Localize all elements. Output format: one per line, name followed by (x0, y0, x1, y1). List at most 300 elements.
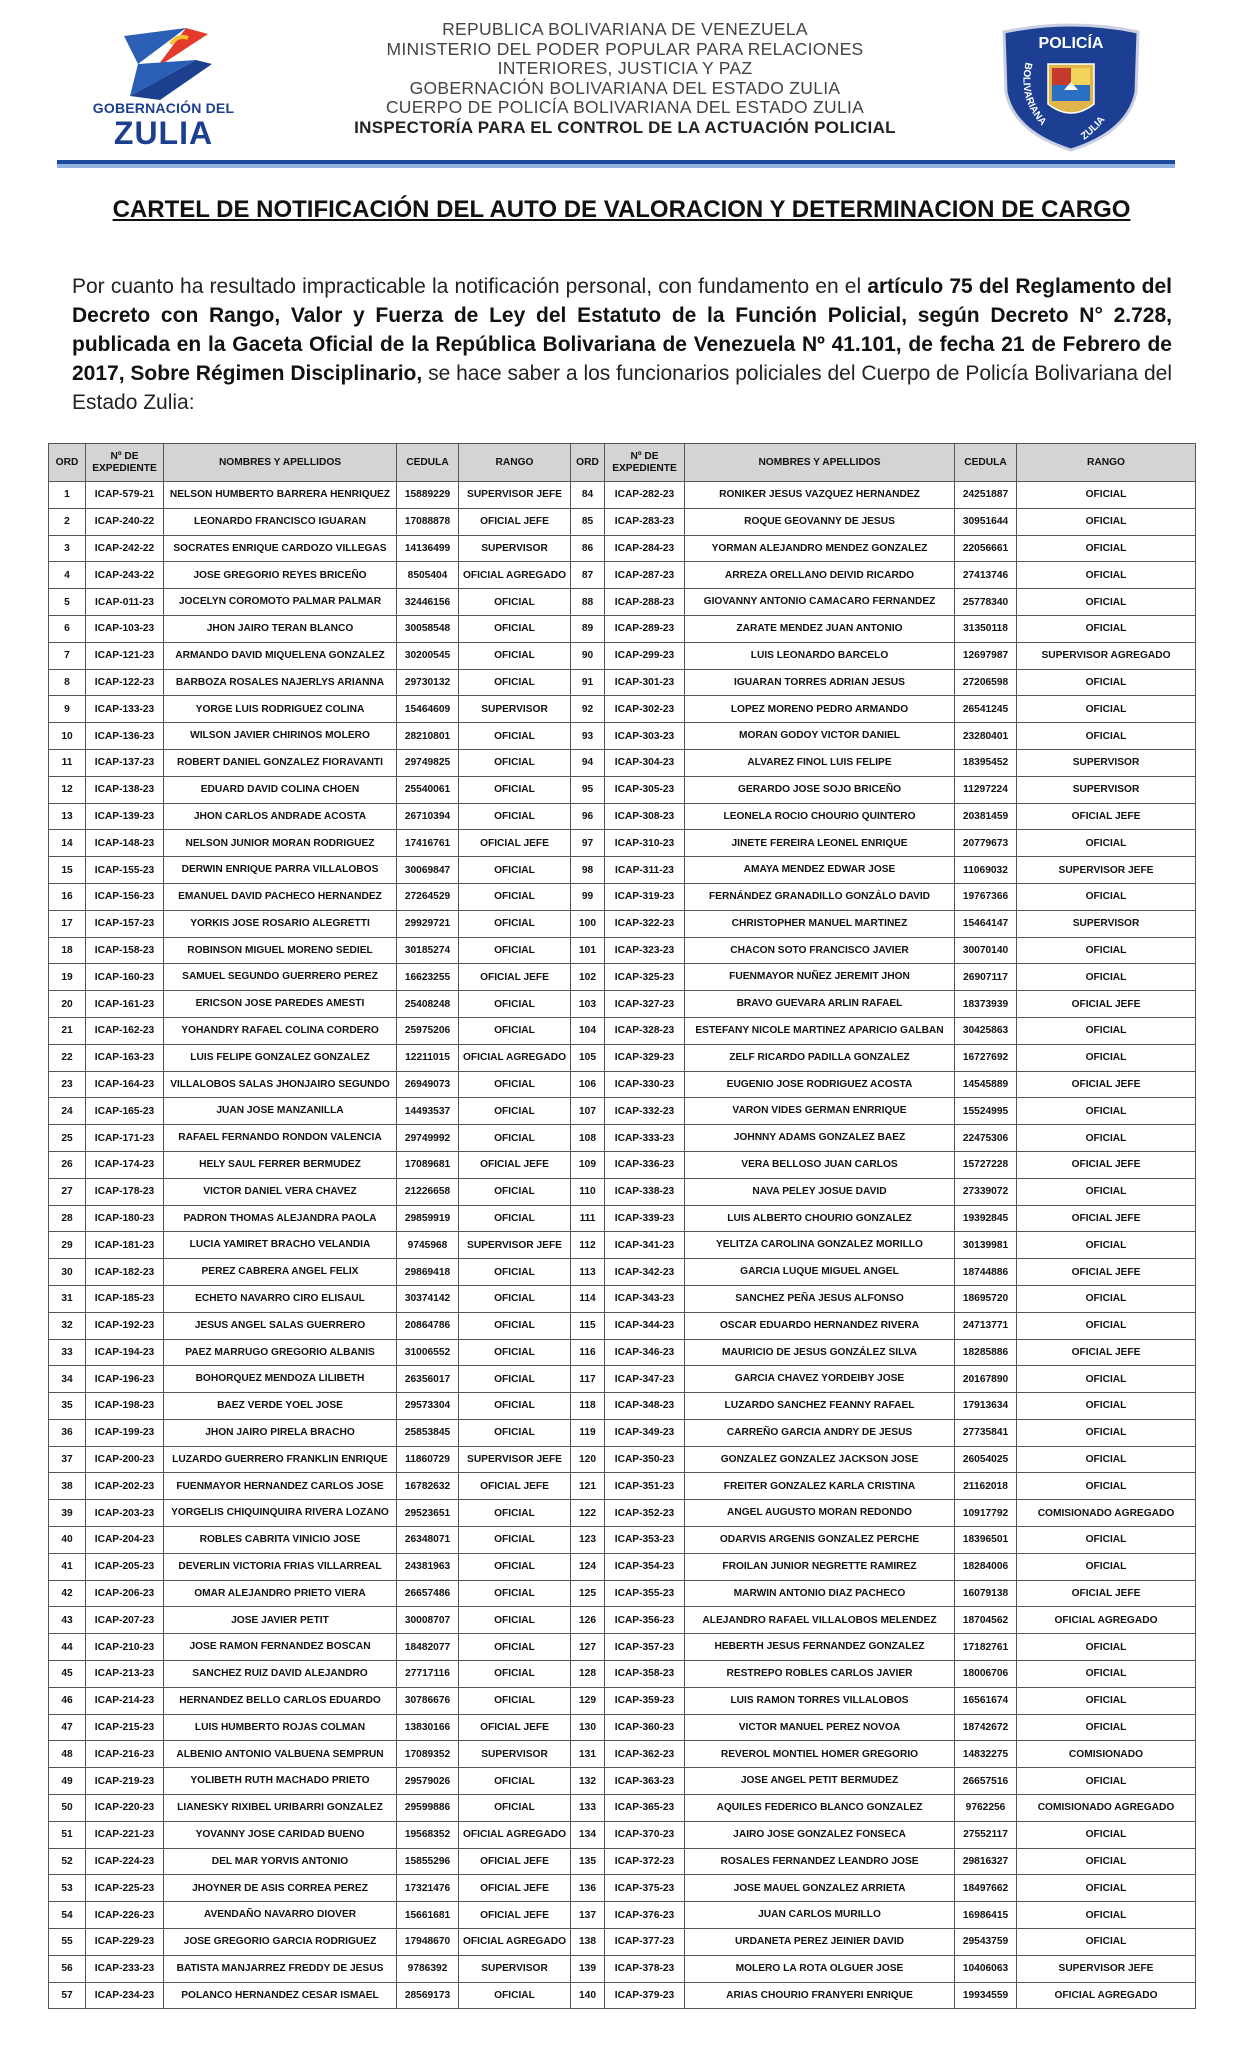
table-row (49, 1366, 1196, 1393)
cell-nombre: LUIS ALBERTO CHOURIO GONZALEZ (685, 1205, 955, 1232)
cell-cedula: 29929721 (397, 910, 459, 937)
cell-cedula: 12211015 (397, 1044, 459, 1071)
cell-cedula: 15889229 (397, 482, 459, 509)
cell-ord: 108 (571, 1125, 605, 1152)
table-row (49, 615, 1196, 642)
cell-ord: 95 (571, 776, 605, 803)
cell-nombre: NELSON HUMBERTO BARRERA HENRIQUEZ (164, 482, 397, 509)
cell-cedula: 29579026 (397, 1768, 459, 1795)
cell-rango: OFICIAL (459, 1553, 571, 1580)
cell-expediente: ICAP-162-23 (86, 1017, 164, 1044)
cell-nombre: FUENMAYOR HERNANDEZ CARLOS JOSE (164, 1473, 397, 1500)
cell-rango: OFICIAL (1017, 535, 1196, 562)
cell-rango: OFICIAL (459, 1634, 571, 1661)
cell-nombre: RONIKER JESUS VAZQUEZ HERNANDEZ (685, 482, 955, 509)
cell-expediente: ICAP-011-23 (86, 589, 164, 616)
letterhead (0, 0, 1243, 175)
cell-cedula: 18284006 (955, 1553, 1017, 1580)
cell-ord: 96 (571, 803, 605, 830)
table-row (49, 535, 1196, 562)
cell-cedula: 22056661 (955, 535, 1017, 562)
cell-cedula: 15727228 (955, 1151, 1017, 1178)
cell-nombre: LUIS FELIPE GONZALEZ GONZALEZ (164, 1044, 397, 1071)
cell-rango: OFICIAL JEFE (1017, 1071, 1196, 1098)
cell-rango: OFICIAL (459, 1661, 571, 1688)
cell-cedula: 22475306 (955, 1125, 1017, 1152)
gobernacion-emblem-icon (116, 24, 216, 102)
cell-ord: 14 (49, 830, 86, 857)
cell-nombre: LUIS HUMBERTO ROJAS COLMAN (164, 1714, 397, 1741)
cell-cedula: 14493537 (397, 1098, 459, 1125)
cell-cedula: 30139981 (955, 1232, 1017, 1259)
cell-ord: 128 (571, 1661, 605, 1688)
cell-nombre: AVENDAÑO NAVARRO DIOVER (164, 1902, 397, 1929)
cell-ord: 121 (571, 1473, 605, 1500)
cell-nombre: POLANCO HERNANDEZ CESAR ISMAEL (164, 1982, 397, 2009)
cell-expediente: ICAP-164-23 (86, 1071, 164, 1098)
cell-cedula: 26907117 (955, 964, 1017, 991)
cell-nombre: ERICSON JOSE PAREDES AMESTI (164, 991, 397, 1018)
cell-expediente: ICAP-203-23 (86, 1500, 164, 1527)
cell-ord: 32 (49, 1312, 86, 1339)
cell-expediente: ICAP-174-23 (86, 1151, 164, 1178)
cell-ord: 7 (49, 642, 86, 669)
cell-nombre: FROILAN JUNIOR NEGRETTE RAMIREZ (685, 1553, 955, 1580)
table-row (49, 723, 1196, 750)
cell-nombre: IGUARAN TORRES ADRIAN JESUS (685, 669, 955, 696)
cell-expediente: ICAP-338-23 (605, 1178, 685, 1205)
cell-ord: 13 (49, 803, 86, 830)
cell-nombre: JOSE RAMON FERNANDEZ BOSCAN (164, 1634, 397, 1661)
cell-rango: OFICIAL (1017, 615, 1196, 642)
cell-rango: OFICIAL AGREGADO (1017, 1607, 1196, 1634)
cell-cedula: 18742672 (955, 1714, 1017, 1741)
cell-rango: OFICIAL (1017, 669, 1196, 696)
table-row (49, 508, 1196, 535)
cell-cedula: 9762256 (955, 1795, 1017, 1822)
cell-rango: OFICIAL JEFE (459, 1848, 571, 1875)
cell-cedula: 25540061 (397, 776, 459, 803)
cell-rango: OFICIAL (1017, 1044, 1196, 1071)
cell-nombre: NAVA PELEY JOSUE DAVID (685, 1178, 955, 1205)
cell-ord: 113 (571, 1259, 605, 1286)
cell-nombre: MORAN GODOY VICTOR DANIEL (685, 723, 955, 750)
table-row (49, 1714, 1196, 1741)
intro-text-3: se hace saber a los funcionarios policiales del Cuerpo de Policía Bolivariana del Estado Zulia: (72, 362, 1172, 414)
cell-ord: 117 (571, 1366, 605, 1393)
cell-expediente: ICAP-343-23 (605, 1285, 685, 1312)
table-row (49, 482, 1196, 509)
cell-expediente: ICAP-216-23 (86, 1741, 164, 1768)
cell-ord: 94 (571, 749, 605, 776)
cell-ord: 132 (571, 1768, 605, 1795)
cell-expediente: ICAP-215-23 (86, 1714, 164, 1741)
cell-expediente: ICAP-375-23 (605, 1875, 685, 1902)
table-row (49, 1821, 1196, 1848)
cell-nombre: LUZARDO GUERRERO FRANKLIN ENRIQUE (164, 1446, 397, 1473)
table-row (49, 1741, 1196, 1768)
cell-nombre: EUGENIO JOSE RODRIGUEZ ACOSTA (685, 1071, 955, 1098)
intro-bold-1: artículo 75 del Reglamento del Decreto con Rango, Valor y Fuerza de Ley del Estatuto de la Función Policial, según Decreto N° 2.728, publicada en la Gaceta Oficial de la República Bolivariana de Venezuela Nº 41.101, (72, 275, 1172, 356)
cell-rango: OFICIAL (1017, 1553, 1196, 1580)
cell-cedula: 19767366 (955, 883, 1017, 910)
cell-ord: 24 (49, 1098, 86, 1125)
cell-nombre: MAURICIO DE JESUS GONZÁLEZ SILVA (685, 1339, 955, 1366)
cell-cedula: 17948670 (397, 1929, 459, 1956)
cell-ord: 31 (49, 1285, 86, 1312)
cell-ord: 57 (49, 1982, 86, 2009)
cell-rango: OFICIAL (1017, 1125, 1196, 1152)
cell-ord: 125 (571, 1580, 605, 1607)
cell-expediente: ICAP-213-23 (86, 1661, 164, 1688)
cell-expediente: ICAP-339-23 (605, 1205, 685, 1232)
cell-nombre: VICTOR MANUEL PEREZ NOVOA (685, 1714, 955, 1741)
cell-expediente: ICAP-185-23 (86, 1285, 164, 1312)
cell-expediente: ICAP-283-23 (605, 508, 685, 535)
cell-expediente: ICAP-225-23 (86, 1875, 164, 1902)
cell-cedula: 30200545 (397, 642, 459, 669)
cell-cedula: 14545889 (955, 1071, 1017, 1098)
cell-cedula: 29573304 (397, 1393, 459, 1420)
cell-rango: SUPERVISOR AGREGADO (1017, 642, 1196, 669)
cell-cedula: 19392845 (955, 1205, 1017, 1232)
cell-rango: OFICIAL JEFE (459, 1473, 571, 1500)
cell-cedula: 11297224 (955, 776, 1017, 803)
cell-expediente: ICAP-234-23 (86, 1982, 164, 2009)
cell-ord: 10 (49, 723, 86, 750)
cell-rango: OFICIAL JEFE (459, 508, 571, 535)
cell-nombre: BRAVO GUEVARA ARLIN RAFAEL (685, 991, 955, 1018)
cell-nombre: MARWIN ANTONIO DIAZ PACHECO (685, 1580, 955, 1607)
table-row (49, 1259, 1196, 1286)
cell-rango: OFICIAL (459, 803, 571, 830)
cell-ord: 86 (571, 535, 605, 562)
cell-ord: 52 (49, 1848, 86, 1875)
cell-nombre: YORMAN ALEJANDRO MENDEZ GONZALEZ (685, 535, 955, 562)
cell-nombre: PAEZ MARRUGO GREGORIO ALBANIS (164, 1339, 397, 1366)
cell-rango: COMISIONADO AGREGADO (1017, 1795, 1196, 1822)
table-row (49, 1661, 1196, 1688)
cell-rango: OFICIAL JEFE (1017, 1205, 1196, 1232)
cell-expediente: ICAP-325-23 (605, 964, 685, 991)
cell-rango: SUPERVISOR JEFE (459, 482, 571, 509)
cell-cedula: 14136499 (397, 535, 459, 562)
cell-cedula: 24381963 (397, 1553, 459, 1580)
table-row (49, 1500, 1196, 1527)
cell-rango: OFICIAL AGREGADO (459, 562, 571, 589)
cell-rango: SUPERVISOR (1017, 910, 1196, 937)
cell-ord: 110 (571, 1178, 605, 1205)
cell-nombre: REVEROL MONTIEL HOMER GREGORIO (685, 1741, 955, 1768)
cell-rango: OFICIAL (1017, 830, 1196, 857)
cell-expediente: ICAP-204-23 (86, 1527, 164, 1554)
cell-expediente: ICAP-206-23 (86, 1580, 164, 1607)
cell-ord: 22 (49, 1044, 86, 1071)
cell-nombre: ROBINSON MIGUEL MORENO SEDIEL (164, 937, 397, 964)
cell-rango: OFICIAL (1017, 1821, 1196, 1848)
cell-ord: 93 (571, 723, 605, 750)
cell-cedula: 30786676 (397, 1687, 459, 1714)
cell-ord: 44 (49, 1634, 86, 1661)
cell-rango: OFICIAL AGREGADO (459, 1929, 571, 1956)
cell-cedula: 11069032 (955, 857, 1017, 884)
cell-nombre: LEONARDO FRANCISCO IGUARAN (164, 508, 397, 535)
cell-nombre: CHACON SOTO FRANCISCO JAVIER (685, 937, 955, 964)
cell-cedula: 27413746 (955, 562, 1017, 589)
cell-nombre: VERA BELLOSO JUAN CARLOS (685, 1151, 955, 1178)
cell-ord: 38 (49, 1473, 86, 1500)
cell-cedula: 25778340 (955, 589, 1017, 616)
table-header-row (49, 444, 1196, 482)
cell-ord: 1 (49, 482, 86, 509)
cell-nombre: LUIS LEONARDO BARCELO (685, 642, 955, 669)
cell-rango: OFICIAL (1017, 723, 1196, 750)
cell-cedula: 27339072 (955, 1178, 1017, 1205)
cell-ord: 91 (571, 669, 605, 696)
table-row (49, 1553, 1196, 1580)
table-row (49, 883, 1196, 910)
cell-ord: 100 (571, 910, 605, 937)
cell-ord: 99 (571, 883, 605, 910)
intro-bold-2: de fecha 21 de Febrero de 2017, Sobre Régimen Disciplinario, (72, 333, 1172, 385)
cell-rango: OFICIAL AGREGADO (459, 1821, 571, 1848)
cell-rango: OFICIAL JEFE (1017, 1580, 1196, 1607)
cell-rango: OFICIAL (1017, 1929, 1196, 1956)
cell-rango: SUPERVISOR (459, 1741, 571, 1768)
cell-ord: 21 (49, 1017, 86, 1044)
cell-expediente: ICAP-322-23 (605, 910, 685, 937)
cell-ord: 27 (49, 1178, 86, 1205)
cell-cedula: 15661681 (397, 1902, 459, 1929)
cell-cedula: 20167890 (955, 1366, 1017, 1393)
cell-nombre: ZELF RICARDO PADILLA GONZALEZ (685, 1044, 955, 1071)
cell-rango: OFICIAL (459, 1419, 571, 1446)
cell-rango: OFICIAL (1017, 589, 1196, 616)
cell-expediente: ICAP-224-23 (86, 1848, 164, 1875)
cell-ord: 8 (49, 669, 86, 696)
cell-rango: SUPERVISOR (459, 1955, 571, 1982)
cell-ord: 46 (49, 1687, 86, 1714)
cell-expediente: ICAP-157-23 (86, 910, 164, 937)
table-row (49, 1044, 1196, 1071)
cell-cedula: 16782632 (397, 1473, 459, 1500)
cell-expediente: ICAP-233-23 (86, 1955, 164, 1982)
cell-nombre: GARCIA CHAVEZ YORDEIBY JOSE (685, 1366, 955, 1393)
cell-ord: 26 (49, 1151, 86, 1178)
header-line-inspectoria: INSPECTORÍA PARA EL CONTROL DE LA ACTUACIÓN POLICIAL (354, 117, 896, 137)
cell-rango: OFICIAL (1017, 1848, 1196, 1875)
cell-cedula: 29730132 (397, 669, 459, 696)
cell-ord: 106 (571, 1071, 605, 1098)
cell-ord: 42 (49, 1580, 86, 1607)
cell-expediente: ICAP-336-23 (605, 1151, 685, 1178)
cell-rango: OFICIAL (1017, 696, 1196, 723)
cell-cedula: 10917792 (955, 1500, 1017, 1527)
cell-expediente: ICAP-243-22 (86, 562, 164, 589)
cell-rango: SUPERVISOR JEFE (459, 1446, 571, 1473)
cell-cedula: 17913634 (955, 1393, 1017, 1420)
cell-nombre: RESTREPO ROBLES CARLOS JAVIER (685, 1661, 955, 1688)
cell-ord: 124 (571, 1553, 605, 1580)
cell-nombre: JOSE GREGORIO GARCIA RODRIGUEZ (164, 1929, 397, 1956)
header-line-2: MINISTERIO DEL PODER POPULAR PARA RELACIONES (386, 38, 864, 59)
col-header-nombres: NOMBRES Y APELLIDOS (164, 444, 397, 482)
cell-ord: 111 (571, 1205, 605, 1232)
cell-expediente: ICAP-180-23 (86, 1205, 164, 1232)
cell-rango: OFICIAL (459, 723, 571, 750)
cell-cedula: 25853845 (397, 1419, 459, 1446)
cell-expediente: ICAP-214-23 (86, 1687, 164, 1714)
cell-cedula: 18482077 (397, 1634, 459, 1661)
cell-rango: OFICIAL (459, 1098, 571, 1125)
cell-nombre: LUCIA YAMIRET BRACHO VELANDIA (164, 1232, 397, 1259)
cell-nombre: JOSE ANGEL PETIT BERMUDEZ (685, 1768, 955, 1795)
cell-nombre: VILLALOBOS SALAS JHONJAIRO SEGUNDO (164, 1071, 397, 1098)
cell-cedula: 30008707 (397, 1607, 459, 1634)
cell-rango: OFICIAL (1017, 1366, 1196, 1393)
cell-ord: 115 (571, 1312, 605, 1339)
cell-ord: 35 (49, 1393, 86, 1420)
cell-expediente: ICAP-198-23 (86, 1393, 164, 1420)
cell-expediente: ICAP-346-23 (605, 1339, 685, 1366)
cell-cedula: 29749825 (397, 749, 459, 776)
cell-cedula: 27735841 (955, 1419, 1017, 1446)
cell-cedula: 11860729 (397, 1446, 459, 1473)
table-row (49, 1955, 1196, 1982)
cell-ord: 36 (49, 1419, 86, 1446)
cell-ord: 130 (571, 1714, 605, 1741)
cell-rango: OFICIAL (459, 1500, 571, 1527)
cell-ord: 138 (571, 1929, 605, 1956)
cell-expediente: ICAP-358-23 (605, 1661, 685, 1688)
cell-rango: OFICIAL (459, 1366, 571, 1393)
cell-ord: 133 (571, 1795, 605, 1822)
cell-expediente: ICAP-282-23 (605, 482, 685, 509)
table-row (49, 1312, 1196, 1339)
notification-table-wrap (48, 443, 1195, 2009)
cell-nombre: JHON JAIRO TERAN BLANCO (164, 615, 397, 642)
cell-expediente: ICAP-220-23 (86, 1795, 164, 1822)
cell-ord: 92 (571, 696, 605, 723)
cell-rango: OFICIAL AGREGADO (1017, 1982, 1196, 2009)
cell-expediente: ICAP-156-23 (86, 883, 164, 910)
cell-expediente: ICAP-301-23 (605, 669, 685, 696)
cell-ord: 43 (49, 1607, 86, 1634)
page-title: CARTEL DE NOTIFICACIÓN DEL AUTO DE VALORACION Y DETERMINACION DE CARGO (112, 196, 1131, 223)
cell-rango: OFICIAL (459, 776, 571, 803)
cell-rango: OFICIAL (459, 1339, 571, 1366)
table-row (49, 1419, 1196, 1446)
col-header-ord: ORD (49, 444, 86, 482)
cell-cedula: 31350118 (955, 615, 1017, 642)
cell-expediente: ICAP-327-23 (605, 991, 685, 1018)
cell-nombre: OSCAR EDUARDO HERNANDEZ RIVERA (685, 1312, 955, 1339)
table-row (49, 1473, 1196, 1500)
cell-rango: OFICIAL (459, 937, 571, 964)
cell-nombre: EMANUEL DAVID PACHECO HERNANDEZ (164, 883, 397, 910)
cell-rango: OFICIAL (459, 991, 571, 1018)
cell-ord: 88 (571, 589, 605, 616)
cell-ord: 28 (49, 1205, 86, 1232)
cell-ord: 102 (571, 964, 605, 991)
cell-nombre: SANCHEZ RUIZ DAVID ALEJANDRO (164, 1661, 397, 1688)
table-row (49, 589, 1196, 616)
cell-ord: 16 (49, 883, 86, 910)
cell-ord: 127 (571, 1634, 605, 1661)
cell-nombre: CARREÑO GARCIA ANDRY DE JESUS (685, 1419, 955, 1446)
cell-nombre: YORKIS JOSE ROSARIO ALEGRETTI (164, 910, 397, 937)
cell-expediente: ICAP-356-23 (605, 1607, 685, 1634)
cell-nombre: WILSON JAVIER CHIRINOS MOLERO (164, 723, 397, 750)
cell-cedula: 26657516 (955, 1768, 1017, 1795)
cell-ord: 120 (571, 1446, 605, 1473)
cell-rango: OFICIAL JEFE (459, 830, 571, 857)
cell-expediente: ICAP-161-23 (86, 991, 164, 1018)
cell-expediente: ICAP-160-23 (86, 964, 164, 991)
cell-expediente: ICAP-138-23 (86, 776, 164, 803)
cell-rango: OFICIAL (459, 1580, 571, 1607)
intro-text-1: Por cuanto ha resultado impracticable la notificación personal, con fundamento en el (72, 275, 868, 298)
cell-ord: 119 (571, 1419, 605, 1446)
cell-expediente: ICAP-332-23 (605, 1098, 685, 1125)
cell-nombre: GARCIA LUQUE MIGUEL ANGEL (685, 1259, 955, 1286)
cell-ord: 3 (49, 535, 86, 562)
cell-cedula: 18285886 (955, 1339, 1017, 1366)
cell-cedula: 28210801 (397, 723, 459, 750)
cell-cedula: 23280401 (955, 723, 1017, 750)
cell-nombre: JOSE GREGORIO REYES BRICEÑO (164, 562, 397, 589)
cell-expediente: ICAP-350-23 (605, 1446, 685, 1473)
cell-nombre: GONZALEZ GONZALEZ JACKSON JOSE (685, 1446, 955, 1473)
cell-expediente: ICAP-363-23 (605, 1768, 685, 1795)
cell-ord: 140 (571, 1982, 605, 2009)
cell-rango: OFICIAL JEFE (1017, 991, 1196, 1018)
table-row (49, 830, 1196, 857)
table-row (49, 1875, 1196, 1902)
table-row (49, 1902, 1196, 1929)
cell-cedula: 14832275 (955, 1741, 1017, 1768)
cell-ord: 137 (571, 1902, 605, 1929)
cell-rango: OFICIAL (459, 669, 571, 696)
intro-paragraph (72, 272, 1172, 417)
cell-nombre: YOHANDRY RAFAEL COLINA CORDERO (164, 1017, 397, 1044)
header-line-3: INTERIORES, JUSTICIA Y PAZ (497, 58, 753, 78)
cell-rango: OFICIAL (1017, 1098, 1196, 1125)
cell-nombre: SAMUEL SEGUNDO GUERRERO PEREZ (164, 964, 397, 991)
cell-expediente: ICAP-372-23 (605, 1848, 685, 1875)
cell-expediente: ICAP-240-22 (86, 508, 164, 535)
cell-cedula: 20864786 (397, 1312, 459, 1339)
cell-nombre: RAFAEL FERNANDO RONDON VALENCIA (164, 1125, 397, 1152)
table-row (49, 696, 1196, 723)
table-row (49, 1929, 1196, 1956)
table-row (49, 964, 1196, 991)
cell-nombre: JHON JAIRO PIRELA BRACHO (164, 1419, 397, 1446)
cell-nombre: FUENMAYOR NUÑEZ JEREMIT JHON (685, 964, 955, 991)
cell-ord: 101 (571, 937, 605, 964)
cell-nombre: GERARDO JOSE SOJO BRICEÑO (685, 776, 955, 803)
shield-text-bolivariana: BOLIVARIANA (1020, 61, 1049, 128)
cell-rango: OFICIAL JEFE (459, 1714, 571, 1741)
cell-expediente: ICAP-302-23 (605, 696, 685, 723)
cell-ord: 11 (49, 749, 86, 776)
cell-nombre: ODARVIS ARGENIS GONZALEZ PERCHE (685, 1527, 955, 1554)
cell-nombre: VICTOR DANIEL VERA CHAVEZ (164, 1178, 397, 1205)
cell-cedula: 13830166 (397, 1714, 459, 1741)
cell-nombre: FREITER GONZALEZ KARLA CRISTINA (685, 1473, 955, 1500)
cell-expediente: ICAP-205-23 (86, 1553, 164, 1580)
cell-rango: OFICIAL (459, 1312, 571, 1339)
